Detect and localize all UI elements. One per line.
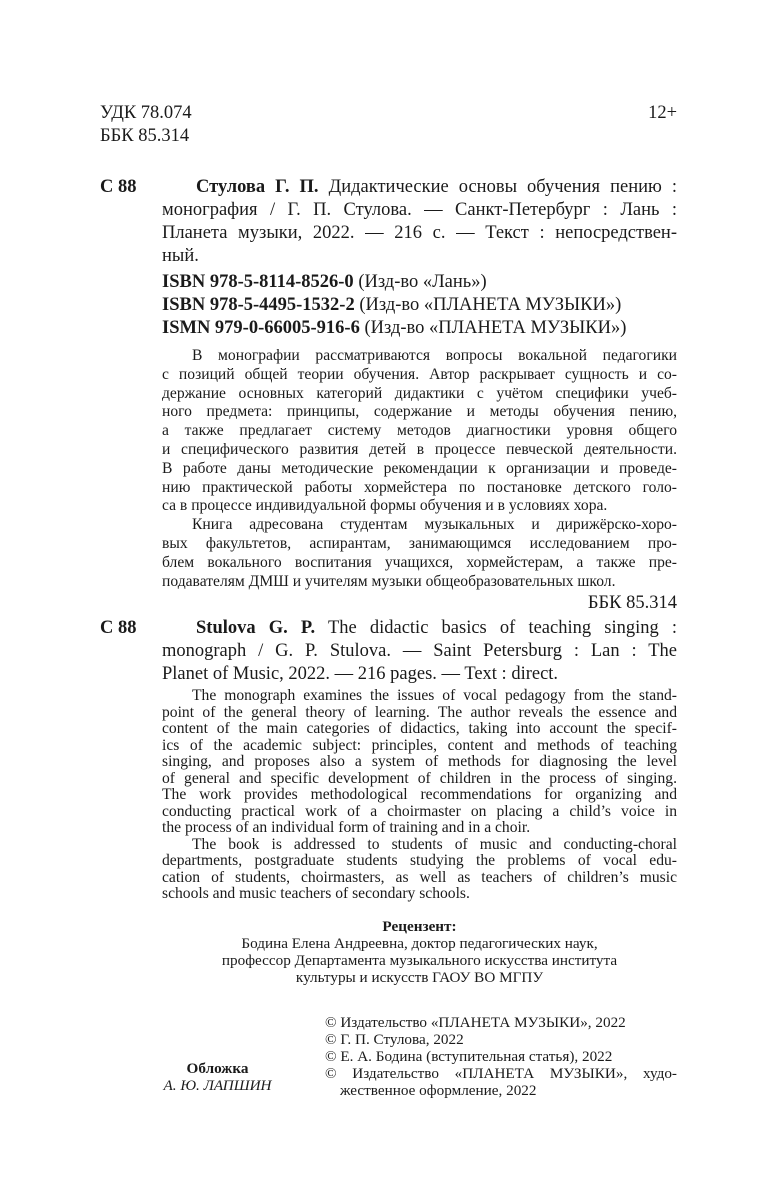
abstract-line: а также предлагает систему методов диагностики уровня общего [162,422,677,440]
abstract-line: В монографии рассматриваются вопросы вокальной педагогики [192,347,677,364]
cover-label: Обложка [186,1060,249,1077]
abstract-line: нию практической работы хормейстера по постановке детского голо- [162,478,677,496]
reviewer-line: культуры и искусств ГАОУ ВО МГПУ [295,969,544,986]
en-record-text: The didactic basics of teaching singing : [315,618,678,638]
udk-code: УДК 78.074 [100,103,192,123]
reviewer-block [162,918,677,986]
abstract-line: The work provides methodological recommendations for organizing and [162,786,677,803]
abstract-line: ного предмета: принципы, содержание и методы обучения пению, [162,403,677,421]
en-author: Stulova G. P. [196,618,316,638]
abstract-line: и специфического развития детей в процессе певческой деятельности. [162,440,677,458]
copyright-line: жественное оформление, 2022 [340,1082,537,1099]
ru-author-mark: С 88 [100,177,137,197]
en-record-line: monograph / G. P. Stulova. — Saint Petersburg : Lan : The [162,641,677,661]
ru-record-line: ный. [162,246,199,266]
abstract-line: The monograph examines the issues of vocal pedagogy from the stand- [192,687,677,704]
ru-bibliographic-record [162,176,677,268]
ru-abstract [162,347,677,591]
abstract-line: singing, and proposes also a system of methods for diagnosing the level [162,753,677,770]
isbn-list [162,271,626,340]
isbn-line [162,294,626,317]
bbk-code: ББК 85.314 [100,126,190,146]
abstract-line: ics of the academic subject: principles, content and methods of teaching [162,736,677,754]
ru-record-text: Дидактические основы обучения пению : [318,177,677,197]
en-bibliographic-record [162,617,677,686]
en-abstract [162,688,677,903]
copyright-line: © Е. А. Бодина (вступительная статья), 2022 [325,1048,613,1065]
abstract-line: of general and specific development of children in the process of singing. [162,769,677,787]
isbn-publisher: (Изд-во «Лань») [353,272,487,292]
isbn-number: ISBN 978-5-8114-8526-0 [162,272,354,292]
copyright-line: © Издательство «ПЛАНЕТА МУЗЫКИ», 2022 [325,1014,626,1031]
abstract-line: с позиций общей теории обучения. Автор раскрывает сущность и со- [162,365,677,383]
abstract-line: departments, postgraduate students studying the problems of vocal edu- [162,852,677,869]
ru-author: Стулова Г. П. [196,177,319,197]
abstract-line: The book is addressed to students of music and conducting-choral [192,835,677,853]
abstract-line: В работе даны методические рекомендации к организации и проведе- [162,459,677,477]
ru-bbk-code: ББК 85.314 [587,593,677,613]
abstract-line: schools and music teachers of secondary schools. [162,885,470,902]
age-rating: 12+ [648,103,677,123]
abstract-line: вых факультетов, аспирантам, занимающимся исследованием про- [162,534,677,552]
cover-credit [140,1060,295,1094]
abstract-line: подавателям ДМШ и учителям музыки общеобразовательных школ. [162,572,616,590]
en-record-line [162,617,677,640]
reviewer-line: профессор Департамента музыкального искусства института [221,952,618,969]
cover-artist: А. Ю. ЛАПШИН [163,1077,272,1094]
copyright-block [325,1014,677,1099]
ismn-publisher: (Изд-во «ПЛАНЕТА МУЗЫКИ») [359,318,627,338]
abstract-line: блем вокального воспитания учащихся, хормейстерам, а также пре- [162,553,677,571]
abstract-line: content of the main categories of didactics, taking into account the specif- [162,720,677,737]
isbn-number: ISBN 978-5-4495-1532-2 [162,295,355,315]
reviewer-line: Бодина Елена Андреевна, доктор педагогических наук, [241,935,598,952]
isbn-publisher: (Изд-во «ПЛАНЕТА МУЗЫКИ») [354,295,622,315]
abstract-line: Книга адресована студентам музыкальных и дирижёрско-хоро- [192,516,677,534]
reviewer-heading: Рецензент: [382,918,457,935]
isbn-line [162,271,626,294]
copyright-line: © Издательство «ПЛАНЕТА МУЗЫКИ», худо- [325,1065,677,1082]
en-record-line: Planet of Music, 2022. — 216 pages. — Text : direct. [162,664,559,684]
ismn-line [162,317,626,340]
en-author-mark: С 88 [100,618,137,638]
abstract-line: держание основных категорий дидактики с учётом специфики учеб- [162,384,677,402]
ru-record-line: Планета музыки, 2022. — 216 с. — Текст : непосредствен- [162,223,677,243]
abstract-line: point of the general theory of learning. The author reveals the essence and [162,703,677,721]
ru-record-line: монография / Г. П. Стулова. — Санкт-Петербург : Лань : [162,200,677,220]
abstract-line: conducting practical work of a choirmaster on placing a child’s voice in [162,802,677,820]
copyright-line: © Г. П. Стулова, 2022 [325,1031,464,1048]
abstract-line: the process of an individual form of training and in a choir. [162,819,531,836]
abstract-line: са в процессе индивидуальной формы обучения и в условиях хора. [162,497,608,515]
ismn-number: ISMN 979-0-66005-916-6 [162,318,360,338]
abstract-line: cation of students, choirmasters, as well as teachers of children’s music [162,868,677,886]
ru-record-line [162,176,677,199]
